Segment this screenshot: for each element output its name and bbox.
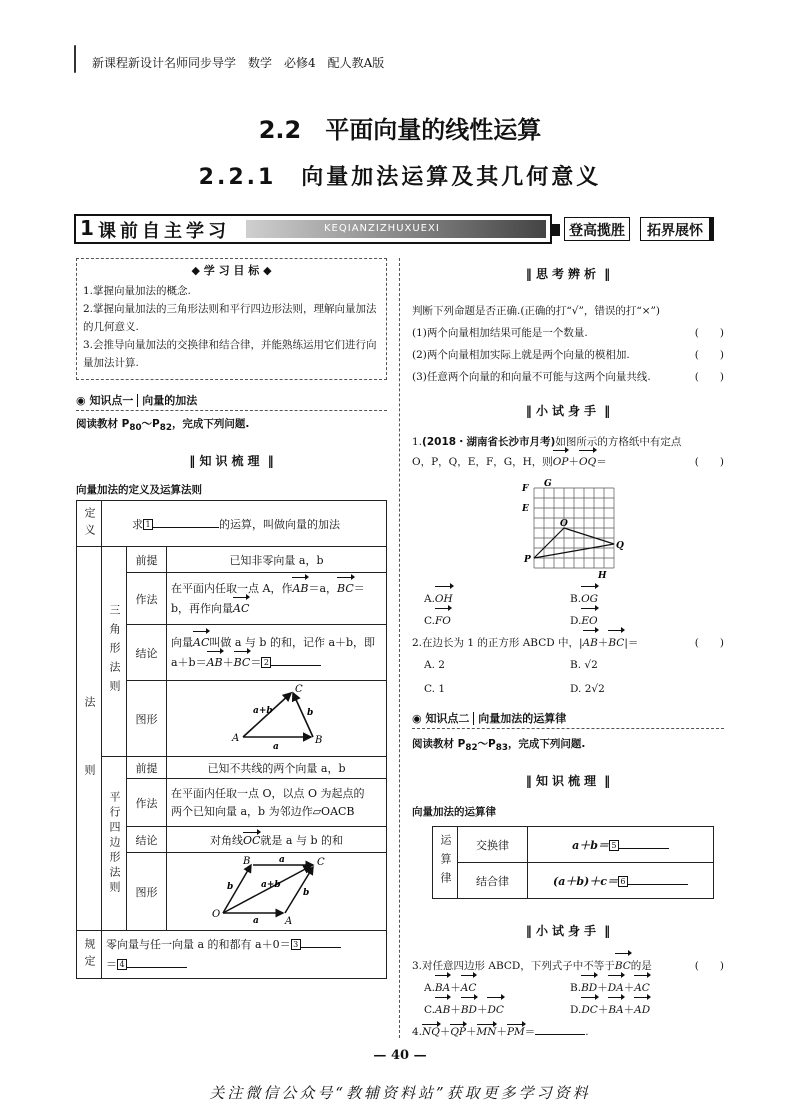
vector-bd: BD bbox=[581, 977, 597, 999]
tri-conclusion bbox=[167, 625, 387, 681]
assoc-expr: (a＋b)＋c＝ bbox=[553, 874, 618, 888]
q2-text-2: |＝ bbox=[624, 637, 639, 649]
q3-text-1: 3.对任意四边形 ABCD，下列式子中不等于 bbox=[412, 960, 615, 972]
opt-op: ＋ bbox=[597, 1004, 609, 1016]
goal-item: 1.掌握向量加法的概念. bbox=[83, 285, 191, 297]
q2-option-c[interactable]: C. 1 bbox=[424, 683, 446, 695]
goal-item: 3.会推导向量加法的交换律和结合律，并能熟练运用它们进行向量加法计算. bbox=[83, 339, 377, 369]
answer-paren[interactable]: ( ) bbox=[694, 637, 724, 649]
think-heading: ‖ 思考辨析 ‖ bbox=[412, 265, 724, 282]
vector-mn: MN bbox=[476, 1026, 497, 1038]
opt-letter: B. bbox=[570, 982, 582, 994]
par-conclusion-label: 结论 bbox=[127, 827, 167, 853]
opt-letter: B. bbox=[570, 593, 582, 605]
rule-content bbox=[102, 931, 387, 979]
vector-bd-q3: BD bbox=[461, 999, 477, 1021]
vector-fo: FO bbox=[435, 610, 451, 632]
blank-box-2: 2 bbox=[261, 657, 271, 668]
q3-text-2: 的是 bbox=[630, 960, 652, 972]
grid-figure bbox=[518, 478, 638, 586]
try-heading-2: ‖ 小试身手 ‖ bbox=[412, 922, 724, 939]
kp2-read: 阅读教材 P bbox=[412, 738, 466, 750]
footer-note: 关注微信公众号“教辅资料站”获取更多学习资料 bbox=[209, 1084, 591, 1102]
q2-text-1: 在边长为 1 的正方形 ABCD 中，| bbox=[422, 637, 583, 649]
q1-option-c[interactable] bbox=[424, 610, 451, 632]
par-method-2: 两个已知向量 a，b 为邻边作▱OACB bbox=[171, 804, 355, 818]
blank-line-6[interactable] bbox=[628, 884, 688, 885]
banner-tab-2: 拓界展怀 bbox=[640, 217, 714, 241]
parallelogram-diagram bbox=[167, 853, 367, 927]
tri-concl-eq: ＝ bbox=[250, 655, 262, 669]
tri-concl-plus: ＋ bbox=[222, 655, 234, 669]
vector-og: OG bbox=[581, 588, 598, 610]
question-3 bbox=[412, 955, 724, 1021]
grid-point-f: F bbox=[522, 484, 529, 494]
vector-oc: OC bbox=[242, 833, 261, 847]
q1-text-2: O，P，Q，E，F，G，H，则 bbox=[412, 456, 553, 468]
def-b: 的运算，叫做向量的加法 bbox=[219, 517, 340, 531]
tri-method-label: 作法 bbox=[127, 573, 167, 625]
par-method-label: 作法 bbox=[127, 779, 167, 827]
opt-op: ＋ bbox=[597, 982, 608, 994]
commutative-expr bbox=[528, 827, 714, 863]
think-item bbox=[412, 322, 724, 344]
kp2-reading bbox=[412, 736, 585, 753]
vector-da: DA bbox=[608, 977, 624, 999]
grid-point-e: E bbox=[522, 504, 529, 514]
think-section bbox=[412, 300, 724, 388]
grid-point-h: H bbox=[598, 571, 607, 581]
vector-oq: OQ bbox=[579, 452, 596, 472]
blank-box-1: 1 bbox=[143, 519, 153, 530]
header-bracket bbox=[74, 45, 76, 73]
def-a: 求 bbox=[132, 517, 143, 531]
par-point-b: B bbox=[243, 856, 251, 867]
opt-op: ＋ bbox=[623, 1004, 635, 1016]
vector-bc-2: BC bbox=[234, 653, 251, 673]
tri-label-a: a bbox=[273, 742, 279, 752]
opt-letter: D. bbox=[570, 1004, 582, 1016]
kp1-name: 向量的加法 bbox=[137, 394, 197, 407]
kp1-sub2: 82 bbox=[159, 423, 172, 434]
answer-paren[interactable]: ( ) bbox=[694, 371, 724, 383]
par-concl-2: 就是 a 与 b 的和 bbox=[260, 833, 344, 847]
grid-point-p: P bbox=[524, 555, 531, 565]
think-item bbox=[412, 366, 724, 388]
section-title: 2.2 平面向量的线性运算 bbox=[258, 116, 542, 144]
blank-line-1[interactable] bbox=[153, 527, 219, 528]
par-point-a: A bbox=[285, 916, 293, 927]
triangle-diagram bbox=[167, 681, 367, 753]
rule-text-1: 零向量与任一向量 a 的和都有 a＋0＝ bbox=[106, 937, 291, 951]
question-1 bbox=[412, 432, 724, 472]
par-method-1: 在平面内任取一点 O，以点 O 为起点的 bbox=[171, 786, 365, 800]
q3-option-b[interactable] bbox=[570, 977, 650, 999]
blank-line-5[interactable] bbox=[619, 848, 669, 849]
q4-plus: ＋ bbox=[496, 1026, 507, 1038]
vector-qp: QP bbox=[450, 1026, 467, 1038]
q2-option-d[interactable]: D. 2√2 bbox=[570, 683, 605, 695]
think-item-text: (1)两个向量相加结果可能是一个数量. bbox=[412, 327, 588, 339]
q1-text-1: 如图所示的方格纸中有定点 bbox=[555, 436, 682, 448]
vector-bc-q3: BC bbox=[615, 955, 631, 977]
rule-label: 规定 bbox=[77, 931, 102, 979]
parallelogram-figure bbox=[167, 853, 387, 931]
vector-ac-2: AC bbox=[193, 633, 209, 653]
vector-dc-q3: DC bbox=[581, 999, 597, 1021]
kp2-name: 向量加法的运算律 bbox=[473, 712, 566, 725]
vector-ab: AB bbox=[292, 579, 308, 599]
operation-law-table bbox=[432, 826, 714, 899]
opt-op: ＋ bbox=[623, 982, 635, 994]
blank-box-3: 3 bbox=[291, 939, 301, 950]
vector-pm: PM bbox=[506, 1026, 525, 1038]
par-label-ab: a+b bbox=[261, 880, 281, 890]
tri-method bbox=[167, 573, 387, 625]
par-point-c: C bbox=[317, 857, 325, 868]
think-item bbox=[412, 344, 724, 366]
goals-title: ◆ 学 习 目 标 ◆ bbox=[191, 264, 272, 277]
tri-point-c: C bbox=[295, 684, 303, 695]
column-divider bbox=[399, 258, 400, 1038]
q1-num: 1. bbox=[412, 436, 423, 448]
goals-title-text: 学 习 目 标 bbox=[203, 264, 260, 277]
header-series: 新课程新设计名师同步导学 数学 必修4 配人教A版 bbox=[92, 56, 385, 70]
blank-box-5: 5 bbox=[609, 840, 619, 851]
q3-option-d[interactable] bbox=[570, 999, 650, 1021]
q1-option-d[interactable] bbox=[570, 610, 598, 632]
blank-line-2[interactable] bbox=[271, 665, 321, 666]
think-item-text: (2)两个向量相加实际上就是两个向量的模相加. bbox=[412, 349, 630, 361]
banner-tab-1: 登高揽胜 bbox=[564, 217, 630, 241]
kp2-tail: ，完成下列问题. bbox=[507, 738, 586, 750]
comm-expr: a＋b＝ bbox=[572, 838, 609, 852]
associative-expr bbox=[528, 863, 714, 899]
vector-ad: AD bbox=[634, 999, 650, 1021]
opt-letter: C. bbox=[424, 1004, 435, 1016]
grid-vector-oq bbox=[564, 528, 614, 544]
q4-plus: ＋ bbox=[439, 1026, 451, 1038]
opt-letter: A. bbox=[424, 982, 435, 994]
q1-plus: ＋ bbox=[568, 456, 579, 468]
tri-method-eq1: ＝a， bbox=[308, 581, 338, 595]
par-premise-label: 前提 bbox=[127, 757, 167, 779]
grid-point-g: G bbox=[544, 479, 552, 489]
par-conclusion bbox=[167, 827, 387, 853]
vector-ba: BA bbox=[435, 977, 450, 999]
vector-bc: BC bbox=[337, 579, 354, 599]
tri-concl-1: 向量 bbox=[171, 635, 193, 649]
think-intro: 判断下列命题是否正确.(正确的打“√”，错误的打“×”) bbox=[412, 305, 660, 317]
tri-premise-label: 前提 bbox=[127, 547, 167, 573]
knowledge-point-1: ◉ 知识点一 向量的加法 bbox=[76, 392, 387, 411]
tri-conclusion-label: 结论 bbox=[127, 625, 167, 681]
par-point-o: O bbox=[212, 909, 221, 920]
banner-text: 课前自主学习 bbox=[98, 221, 230, 242]
vector-dc: DC bbox=[487, 999, 503, 1021]
subsection-title: 2.2.1 向量加法运算及其几何意义 bbox=[198, 165, 602, 190]
page-number: — 40 — bbox=[373, 1048, 427, 1063]
q1-options bbox=[424, 588, 724, 632]
grid-point-o: O bbox=[560, 519, 568, 529]
answer-paren[interactable]: ( ) bbox=[694, 960, 724, 972]
kp2-label: 知识点二 bbox=[425, 712, 470, 725]
par-label-a1: a bbox=[279, 855, 285, 865]
kp1-tail: ，完成下列问题. bbox=[171, 418, 250, 430]
section-banner bbox=[74, 214, 726, 244]
knowledge-point-2: ◉ 知识点二 向量加法的运算律 bbox=[412, 710, 724, 729]
q4-num: 4. bbox=[412, 1026, 423, 1038]
vector-ac-q3: AC bbox=[461, 977, 477, 999]
question-4: 4.NQ＋QP＋MN＋PM＝ . bbox=[412, 1026, 589, 1038]
try-heading-1: ‖ 小试身手 ‖ bbox=[412, 402, 724, 419]
vector-bc-q2: BC bbox=[608, 632, 624, 654]
associative-label: 结合律 bbox=[458, 863, 528, 899]
opt-letter: D. bbox=[570, 615, 582, 627]
tri-label-ab: a+b bbox=[253, 706, 273, 716]
tri-method-eq2: ＝ bbox=[353, 581, 365, 595]
goals-box bbox=[76, 258, 387, 380]
blank-box-6: 6 bbox=[618, 876, 628, 887]
par-label-b2: b bbox=[303, 888, 310, 898]
question-2 bbox=[412, 632, 724, 700]
q2-option-a[interactable]: A. 2 bbox=[424, 659, 445, 671]
kp2-mid: ～P bbox=[477, 738, 496, 750]
par-label-b1: b bbox=[227, 882, 234, 892]
par-premise: 已知不共线的两个向量 a，b bbox=[167, 757, 387, 779]
goal-item: 2.掌握向量加法的三角形法则和平行四边形法则，理解向量加法的几何意义. bbox=[83, 303, 377, 333]
q3-option-c[interactable] bbox=[424, 999, 504, 1021]
knowledge-sort-heading-1: ‖ 知识梳理 ‖ bbox=[76, 452, 387, 469]
blank-box-4: 4 bbox=[117, 959, 127, 970]
vector-ac-q3b: AC bbox=[634, 977, 650, 999]
triangle-figure bbox=[167, 681, 387, 757]
banner-number: 1 bbox=[80, 216, 94, 240]
par-figure-label: 图形 bbox=[127, 853, 167, 931]
opt-letter: C. bbox=[424, 615, 435, 627]
q4-plus: ＋ bbox=[466, 1026, 477, 1038]
def-label: 定义 bbox=[77, 501, 102, 547]
kp1-label: 知识点一 bbox=[89, 394, 134, 407]
triangle-rule-label: 三角形法则 bbox=[102, 547, 127, 757]
addition-rule-table bbox=[76, 500, 387, 979]
kp2-sub2: 83 bbox=[495, 743, 508, 754]
kp1-sub1: 80 bbox=[129, 423, 142, 434]
banner-pinyin: KEQIANZIZHUXUEXI bbox=[324, 223, 440, 234]
par-method bbox=[167, 779, 387, 827]
q4-eq: ＝ bbox=[524, 1026, 536, 1038]
vector-ac: AC bbox=[233, 599, 249, 619]
kp1-mid: ～P bbox=[141, 418, 160, 430]
tri-concl-3: a＋b＝ bbox=[171, 655, 207, 669]
tri-point-b: B bbox=[315, 735, 323, 746]
vector-ba-q3: BA bbox=[608, 999, 623, 1021]
rule-text-2: ＝ bbox=[106, 957, 117, 971]
tri-point-a: A bbox=[232, 733, 240, 744]
q2-plus: ＋ bbox=[597, 637, 609, 649]
commutative-label: 交换律 bbox=[458, 827, 528, 863]
opt-op: ＋ bbox=[450, 1004, 461, 1016]
vector-ab-q3: AB bbox=[435, 999, 450, 1021]
kp1-reading bbox=[76, 416, 249, 433]
knowledge-sort-heading-2: ‖ 知识梳理 ‖ bbox=[412, 772, 724, 789]
par-concl-1: 对角线 bbox=[209, 833, 243, 847]
blank-line-4[interactable] bbox=[127, 967, 187, 968]
tri-method-text-1: 在平面内任取一点 A，作 bbox=[171, 581, 293, 595]
law-label: 法 则 bbox=[77, 547, 102, 931]
law-table-label: 运算律 bbox=[433, 827, 458, 899]
definition-heading: 向量加法的定义及运算法则 bbox=[76, 484, 202, 496]
answer-paren[interactable]: ( ) bbox=[694, 327, 724, 339]
answer-paren[interactable]: ( ) bbox=[694, 349, 724, 361]
kp1-read: 阅读教材 P bbox=[76, 418, 130, 430]
vector-nq: NQ bbox=[422, 1026, 440, 1038]
tri-label-b: b bbox=[307, 708, 314, 718]
q2-option-b[interactable]: B. √2 bbox=[570, 659, 598, 671]
tri-method-text-2: b，再作向量 bbox=[171, 601, 234, 615]
answer-paren[interactable]: ( ) bbox=[694, 456, 724, 468]
vector-oh: OH bbox=[435, 588, 453, 610]
opt-letter: A. bbox=[424, 593, 435, 605]
def-content bbox=[102, 501, 387, 547]
tri-premise: 已知非零向量 a，b bbox=[167, 547, 387, 573]
q1-source: (2018・湖南省长沙市月考) bbox=[422, 436, 556, 448]
vector-ab-q2: AB bbox=[583, 632, 598, 654]
vector-eo: EO bbox=[581, 610, 597, 632]
parallelogram-rule-label: 平行四边形法则 bbox=[102, 757, 127, 931]
think-item-text: (3)任意两个向量的和向量不可能与这两个向量共线. bbox=[412, 371, 651, 383]
tri-concl-2: 叫做 a 与 b 的和，记作 a＋b，即 bbox=[209, 635, 376, 649]
q1-eq: ＝ bbox=[596, 456, 607, 468]
law-heading: 向量加法的运算律 bbox=[412, 806, 496, 818]
opt-op: ＋ bbox=[450, 982, 461, 994]
vector-op: OP bbox=[553, 452, 569, 472]
opt-op: ＋ bbox=[476, 1004, 488, 1016]
blank-line-3[interactable] bbox=[301, 947, 341, 948]
tri-figure-label: 图形 bbox=[127, 681, 167, 757]
kp2-sub1: 82 bbox=[465, 743, 478, 754]
q4-blank[interactable] bbox=[535, 1034, 585, 1035]
par-label-a2: a bbox=[253, 916, 259, 926]
vector-ab-2: AB bbox=[207, 653, 223, 673]
grid-point-q: Q bbox=[616, 541, 624, 551]
q2-num: 2. bbox=[412, 637, 423, 649]
